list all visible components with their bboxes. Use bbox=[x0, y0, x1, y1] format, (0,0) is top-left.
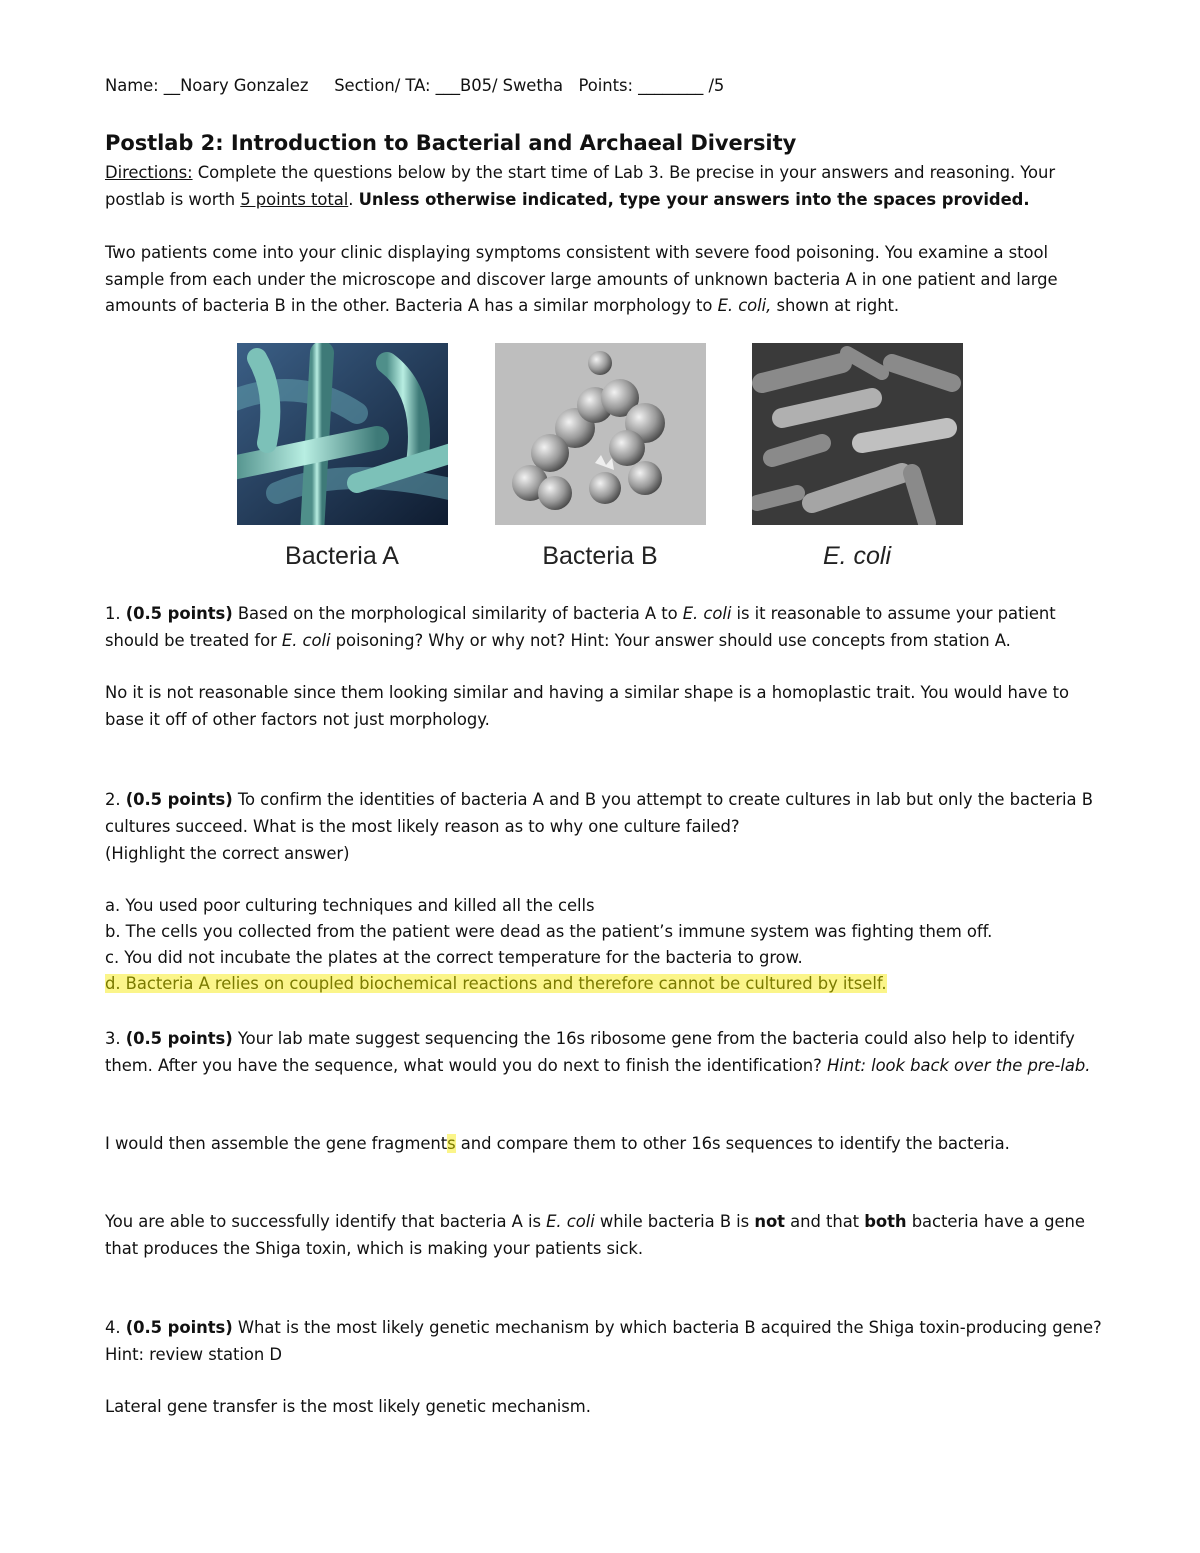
page-title: Postlab 2: Introduction to Bacterial and Archaeal Diversity bbox=[105, 131, 797, 155]
directions-bold: Unless otherwise indicated, type your answers into the spaces provided. bbox=[358, 189, 1030, 209]
option-c: c. You did not incubate the plates at the correct temperature for the bacteria to grow. bbox=[105, 948, 803, 967]
q1-ecoli-2: E. coli bbox=[281, 630, 331, 650]
q3-points: (0.5 points) bbox=[125, 1029, 233, 1048]
section-value: B05/ Swetha bbox=[460, 76, 564, 95]
q1-text-2: is it reasonable to assume your patient should be treated for bbox=[105, 604, 1056, 650]
scenario-text-end: shown at right. bbox=[771, 296, 900, 315]
q2-number: 2. bbox=[105, 790, 126, 809]
result-text-2: while bacteria B is bbox=[594, 1212, 755, 1231]
question-1 bbox=[105, 601, 1105, 654]
bacteria-b-image bbox=[495, 343, 706, 525]
option-d-text: d. Bacteria A relies on coupled biochemical reactions and therefore cannot be cultured by itself. bbox=[105, 974, 887, 993]
question-4 bbox=[105, 1315, 1105, 1368]
scenario-ecoli: E. coli, bbox=[717, 296, 772, 315]
question-2 bbox=[105, 787, 1105, 840]
result-text: You are able to successfully identify that bacteria A is bbox=[105, 1212, 547, 1231]
result-text-4: bacteria have a gene that produces the Shiga toxin, which is making your patients sick. bbox=[105, 1212, 1085, 1258]
bacteria-a-image bbox=[237, 343, 448, 525]
result-both: both bbox=[864, 1212, 907, 1231]
q2-points: (0.5 points) bbox=[125, 790, 233, 809]
q4-text: What is the most likely genetic mechanism by which bacteria B acquired the Shiga toxin-producing gene? Hint: review station D bbox=[105, 1318, 1102, 1364]
caption-ecoli: E. coli bbox=[822, 542, 892, 570]
q1-ecoli-1: E. coli bbox=[682, 604, 732, 623]
q3-text: Your lab mate suggest sequencing the 16s ribosome gene from the bacteria could also help to identify them. After you have the sequence, what would you do next to finish the identification? bbox=[105, 1029, 1075, 1075]
caption-bacteria-a: Bacteria A bbox=[285, 542, 399, 570]
caption-bacteria-b: Bacteria B bbox=[542, 542, 658, 570]
question-3 bbox=[105, 1026, 1105, 1079]
answer-3-highlight: s bbox=[447, 1134, 456, 1153]
answer-3 bbox=[105, 1131, 1105, 1158]
scenario-text: Two patients come into your clinic displaying symptoms consistent with severe food poisoning. You examine a stool sample from each under the microscope and discover large amounts of unknown bacteria A in one patient and large amounts of bacteria B in the other. Bacteria A has a similar morphology to bbox=[105, 243, 1058, 315]
result-paragraph bbox=[105, 1209, 1105, 1262]
q1-number: 1. bbox=[105, 604, 126, 623]
result-text-3: and that bbox=[784, 1212, 865, 1231]
q4-points: (0.5 points) bbox=[125, 1318, 233, 1337]
directions-label: Directions: bbox=[105, 163, 193, 182]
section-label: Section/ TA: ___ bbox=[334, 76, 461, 95]
answer-3-text-2: and compare them to other 16s sequences to identify the bacteria. bbox=[455, 1134, 1010, 1153]
points-total: 5 points total bbox=[240, 189, 349, 209]
result-not: not bbox=[754, 1212, 785, 1231]
option-d-highlighted bbox=[105, 971, 1105, 998]
q2-instruction: (Highlight the correct answer) bbox=[105, 844, 350, 863]
result-ecoli: E. coli bbox=[546, 1212, 595, 1231]
option-b: b. The cells you collected from the patient were dead as the patient’s immune system was fighting them off. bbox=[105, 922, 993, 941]
q3-number: 3. bbox=[105, 1029, 126, 1048]
q3-hint: Hint: look back over the pre-lab. bbox=[826, 1055, 1091, 1075]
header-line bbox=[105, 73, 1105, 100]
name-label: Name: __ bbox=[105, 76, 181, 95]
answer-3-text: I would then assemble the gene fragment bbox=[105, 1134, 448, 1153]
q1-text-3: poisoning? Why or why not? Hint: Your answer should use concepts from station A. bbox=[330, 630, 1011, 650]
directions-text: Complete the questions below by the start time of Lab 3. Be precise in your answers and reasoning. Your postlab is worth bbox=[105, 163, 1056, 209]
option-a: a. You used poor culturing techniques and killed all the cells bbox=[105, 896, 595, 915]
student-name: Noary Gonzalez bbox=[180, 76, 309, 95]
q1-text: Based on the morphological similarity of bacteria A to bbox=[232, 604, 683, 623]
q2-text: To confirm the identities of bacteria A and B you attempt to create cultures in lab but only the bacteria B cultures succeed. What is the most likely reason as to why one culture failed? bbox=[105, 790, 1093, 836]
q1-points: (0.5 points) bbox=[125, 604, 233, 623]
answer-4: Lateral gene transfer is the most likely genetic mechanism. bbox=[105, 1397, 591, 1416]
q4-number: 4. bbox=[105, 1318, 126, 1337]
directions bbox=[105, 160, 1105, 213]
ecoli-image bbox=[752, 343, 963, 525]
points-label: Points: ________ /5 bbox=[578, 76, 725, 95]
answer-1: No it is not reasonable since them looking similar and having a similar shape is a homoplastic trait. You would have to base it off of other factors not just morphology. bbox=[105, 683, 1070, 729]
scenario-paragraph bbox=[105, 240, 1105, 320]
directions-separator: . bbox=[348, 189, 359, 209]
